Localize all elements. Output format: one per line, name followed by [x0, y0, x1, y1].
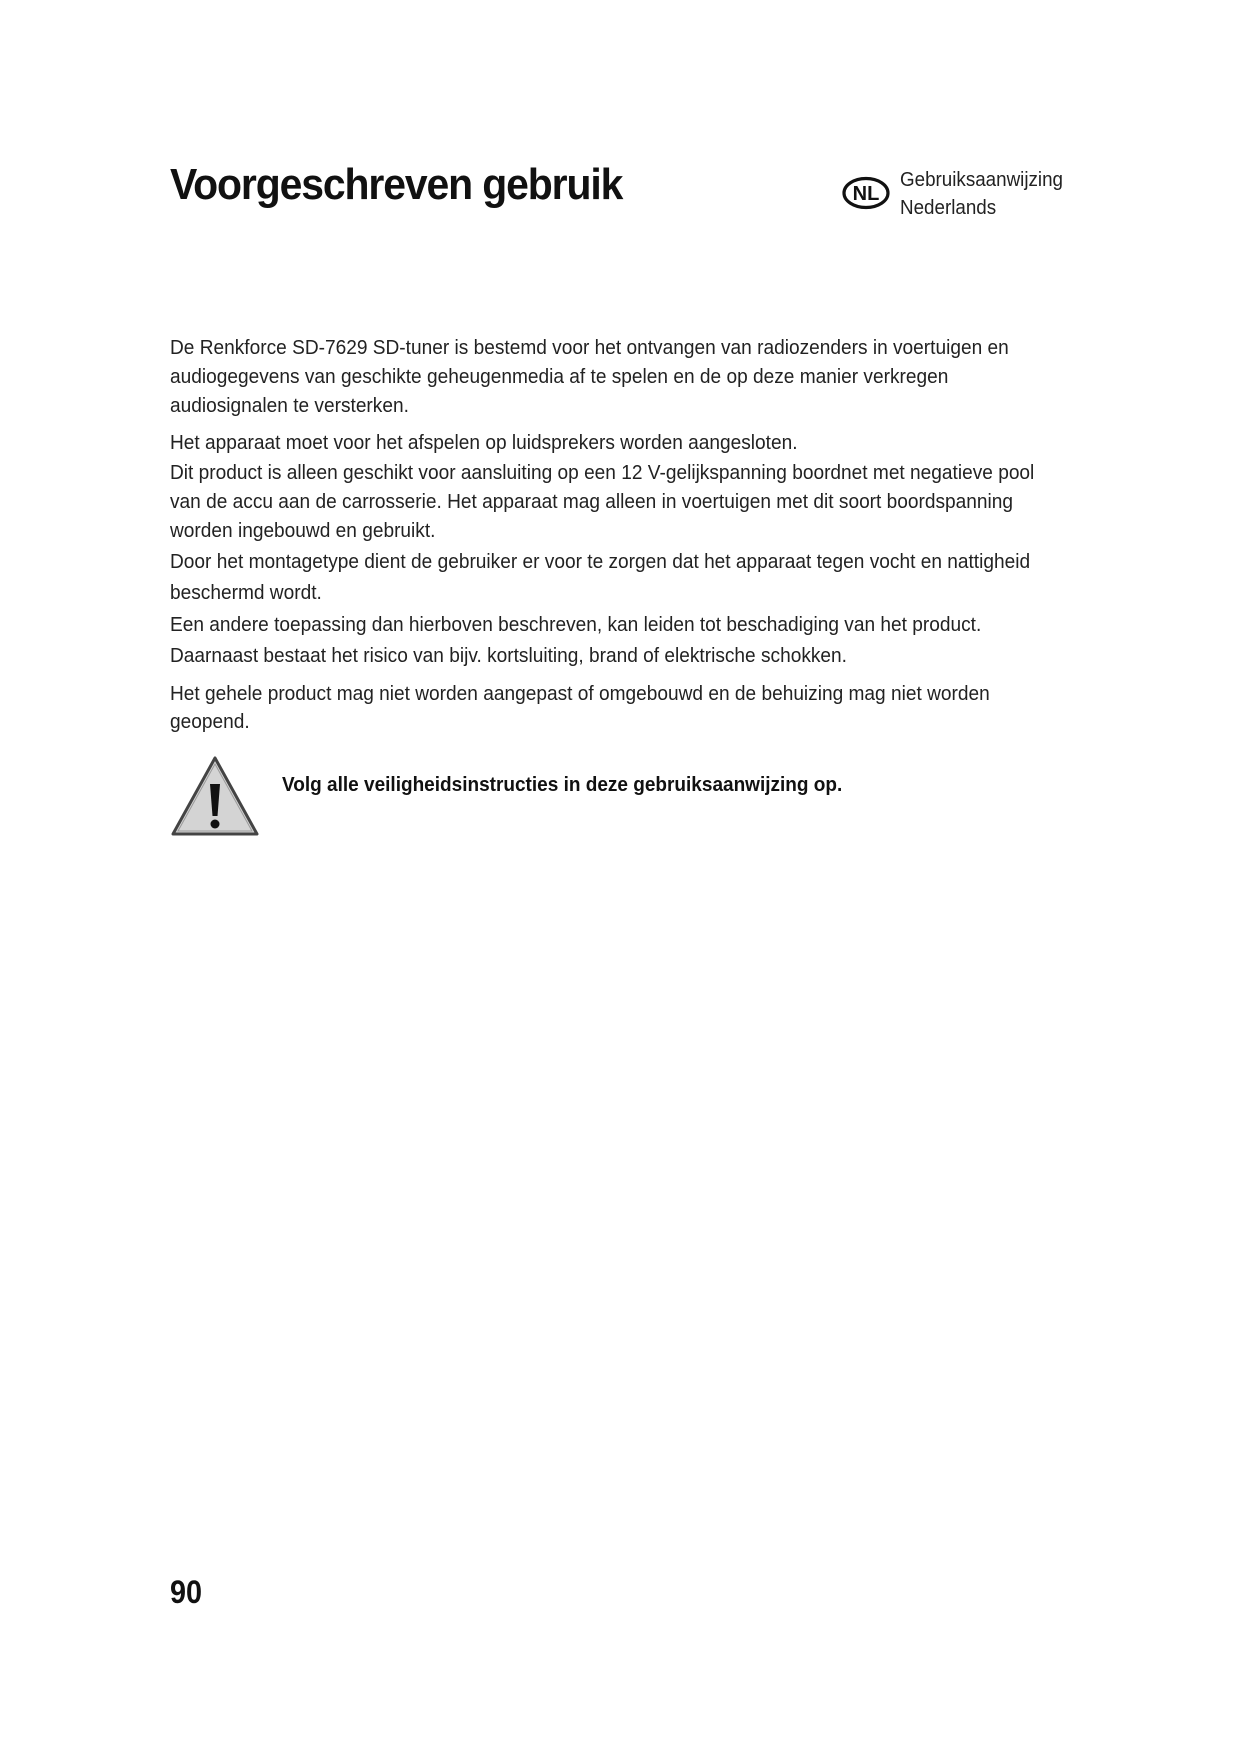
paragraph-intended-use: De Renkforce SD-7629 SD-tuner is bestemd voor het ontvangen van radiozenders in voertuigen en audiogegevens van geschikte geheugenmedia af te spelen en de op deze manier verkregen audiosignalen te versterken.	[170, 337, 1009, 417]
page-title: Voorgeschreven gebruik	[170, 160, 623, 209]
safety-warning	[170, 754, 872, 838]
language-label	[900, 166, 1063, 222]
paragraph-power-supply: Dit product is alleen geschikt voor aansluiting op een 12 V-gelijkspanning boordnet met negatieve pool van de accu aan de carrosserie. Het apparaat mag alleen in voertuigen met dit soort boordspanning worden ingebouwd en gebruikt.	[170, 462, 1035, 542]
warning-triangle-icon	[170, 754, 260, 838]
nl-language-badge-icon	[842, 176, 890, 210]
paragraph-speakers: Het apparaat moet voor het afspelen op luidsprekers worden aangesloten.	[170, 432, 798, 454]
manual-label: Gebruiksaanwijzing	[900, 169, 1064, 191]
page-number: 90	[170, 1574, 203, 1610]
language-name: Nederlands	[900, 197, 997, 219]
paragraph-no-modification: Het gehele product mag niet worden aangepast of omgebouwd en de behuizing mag niet worden geopend.	[170, 683, 990, 733]
lang-badge-label: NL	[852, 183, 880, 205]
paragraph-moisture: Door het montagetype dient de gebruiker er voor te zorgen dat het apparaat tegen vocht en nattigheid beschermd wordt.	[170, 551, 1031, 604]
language-indicator	[842, 166, 1073, 222]
paragraph-risks: Een andere toepassing dan hierboven beschreven, kan leiden tot beschadiging van het product. Daarnaast bestaat het risico van bijv. kortsluiting, brand of elektrische schokken.	[170, 614, 982, 667]
warning-text: Volg alle veiligheidsinstructies in deze gebruiksaanwijzing op.	[282, 774, 843, 796]
intended-use-text	[170, 334, 1068, 736]
